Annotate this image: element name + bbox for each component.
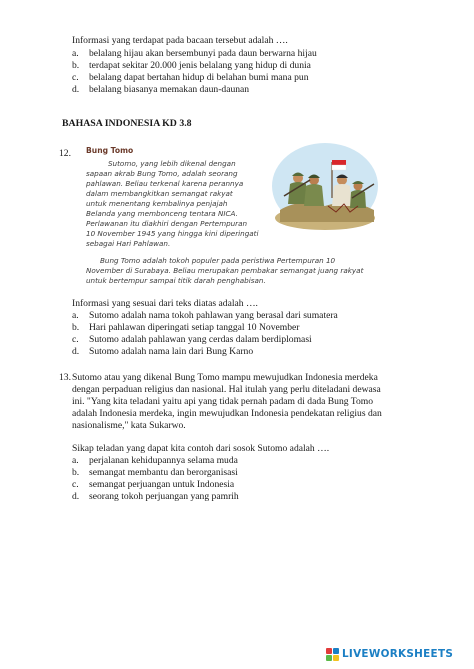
option-row (0, 346, 474, 358)
option-row (0, 455, 474, 467)
question-number: 12. (59, 148, 71, 159)
option-letter: d. (72, 491, 80, 502)
option-letter: a. (72, 310, 79, 321)
option-letter: a. (72, 455, 79, 466)
reading-line: 10 November 1945 yang hingga kini diperingati (86, 229, 259, 238)
option-letter: d. (72, 84, 80, 95)
option-row (0, 310, 474, 322)
brand-name: LIVEWORKSHEETS (342, 648, 454, 660)
option-row (0, 334, 474, 346)
option-text: seorang tokoh perjuangan yang pamrih (89, 491, 239, 502)
passage-line: dengan perpaduan religius dan nasional. Hal itulah yang perlu diteladani dewasa (72, 384, 381, 395)
option-letter: c. (72, 72, 79, 83)
reading-line: Bung Tomo adalah tokoh populer pada peristiwa Pertempuran 10 (100, 256, 336, 265)
reading-line: Sutomo, yang lebih dikenal dengan (108, 159, 236, 168)
option-row (0, 322, 474, 334)
option-text: perjalanan kehidupannya selama muda (89, 455, 238, 466)
question-stem: Sikap teladan yang dapat kita contoh dari sosok Sutomo adalah …. (72, 443, 330, 454)
option-row (0, 479, 474, 491)
option-text: Sutomo adalah pahlawan yang cerdas dalam berdiplomasi (89, 334, 312, 345)
option-text: belalang hijau akan bersembunyi pada daun berwarna hijau (89, 48, 317, 59)
reading-line: untuk menentang kembalinya penjajah (86, 199, 228, 208)
option-text: semangat membantu dan berorganisasi (89, 467, 238, 478)
passage-line: nasionalisme," kata Sukarwo. (72, 420, 186, 431)
reading-line: untuk bertempur sampai titik darah penghabisan. (86, 276, 266, 285)
reading-line: sebagai Hari Pahlawan. (86, 239, 171, 248)
option-letter: b. (72, 322, 80, 333)
option-row (0, 467, 474, 479)
option-row (0, 60, 474, 72)
reading-line: sapaan akrab Bung Tomo, adalah seorang (86, 169, 238, 178)
option-row (0, 491, 474, 503)
passage-line: Sutomo atau yang dikenal Bung Tomo mampu mewujudkan Indonesia merdeka (72, 372, 378, 383)
option-letter: a. (72, 48, 79, 59)
option-letter: b. (72, 60, 80, 71)
option-text: Sutomo adalah nama tokoh pahlawan yang berasal dari sumatera (89, 310, 338, 321)
freedom-fighters-illustration (270, 140, 380, 236)
reading-line: November di Surabaya. Beliau merupakan pembakar semangat juang rakyat (86, 266, 364, 275)
question-stem: Informasi yang sesuai dari teks diatas adalah …. (72, 298, 258, 309)
reading-line: dalam membangkitkan semangat rakyat (86, 189, 233, 198)
passage-line: ini. "Yang kita teladani yaitu api yang tidak pernah padam di dada Bung Tomo (72, 396, 374, 407)
reading-line: pahlawan. Beliau terkenal karena perannya (86, 179, 244, 188)
option-letter: d. (72, 346, 80, 357)
option-text: Hari pahlawan diperingati setiap tanggal 10 November (89, 322, 300, 333)
option-row (0, 72, 474, 84)
passage-line: adalah Indonesia merdeka, ingin mewujudkan Indonesia pendekatan religius dan (72, 408, 382, 419)
reading-title: Bung Tomo (86, 146, 134, 155)
question-number: 13. (59, 372, 71, 383)
option-row (0, 84, 474, 96)
option-text: Sutomo adalah nama lain dari Bung Karno (89, 346, 254, 357)
option-letter: b. (72, 467, 80, 478)
option-text: belalang dapat bertahan hidup di belahan bumi mana pun (89, 72, 309, 83)
option-row (0, 48, 474, 60)
option-text: belalang biasanya memakan daun-daunan (89, 84, 250, 95)
liveworksheets-logo-icon (326, 648, 340, 662)
reading-line: Belanda yang membonceng tentara NICA. (86, 209, 238, 218)
section-heading: BAHASA INDONESIA KD 3.8 (62, 118, 192, 129)
option-letter: c. (72, 334, 79, 345)
reading-line: Perlawanan itu diakhiri dengan Pertempuran (86, 219, 248, 228)
option-text: terdapat sekitar 20.000 jenis belalang yang hidup di dunia (89, 60, 311, 71)
option-text: semangat perjuangan untuk Indonesia (89, 479, 235, 490)
question-stem: Informasi yang terdapat pada bacaan tersebut adalah …. (72, 35, 288, 46)
option-letter: c. (72, 479, 79, 490)
